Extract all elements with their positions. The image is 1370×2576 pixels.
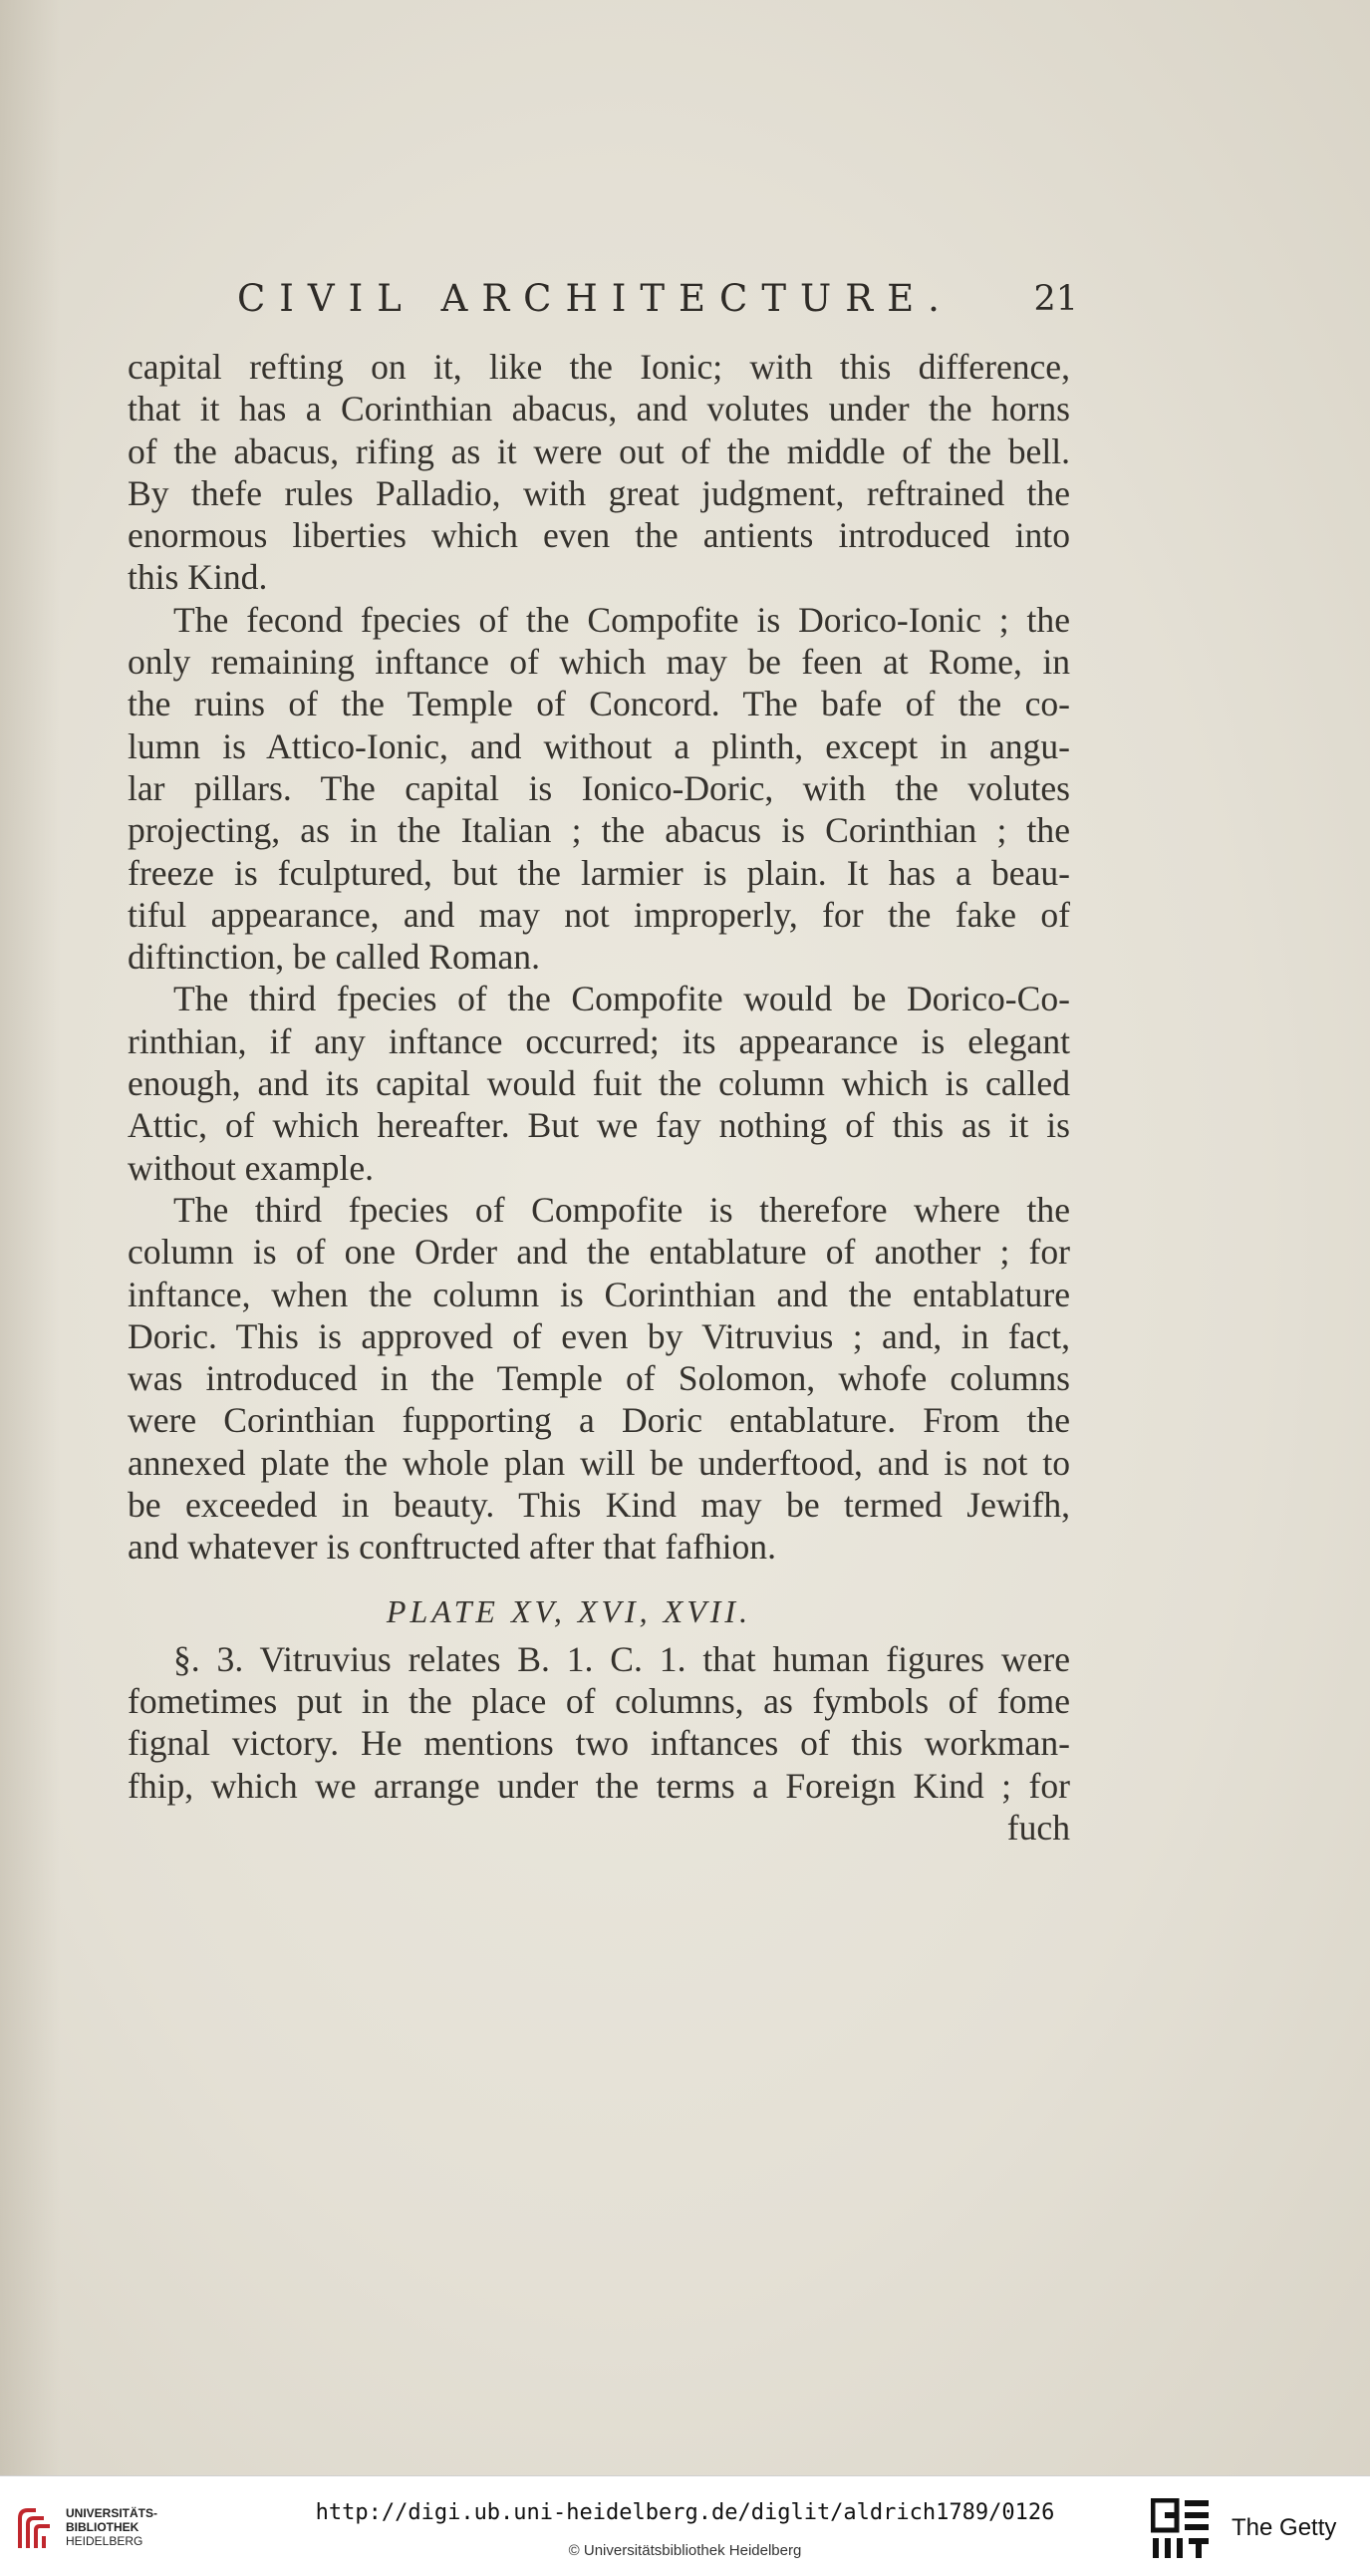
text-line: this Kind. bbox=[128, 557, 268, 598]
text-line: The third fpecies of Compofite is therefore where the bbox=[173, 1189, 1070, 1230]
text-line: rinthian, if any inftance occurred; its appearance is elegant bbox=[128, 1020, 1070, 1061]
text-line: lar pillars. The capital is Ionico-Doric, with the volutes bbox=[128, 767, 1070, 808]
section-paragraph bbox=[128, 1638, 1070, 1807]
text-line: and whatever is conftructed after that fafhion. bbox=[128, 1527, 776, 1568]
body-text bbox=[128, 346, 1070, 1849]
text-line: Doric. This is approved of even by Vitruvius ; and, in fact, bbox=[128, 1315, 1070, 1356]
copyright-notice: © Universitätsbibliothek Heidelberg bbox=[568, 2542, 802, 2559]
paragraph-3 bbox=[128, 978, 1070, 1188]
paragraph-2 bbox=[128, 599, 1070, 979]
text-line: §. 3. Vitruvius relates B. 1. C. 1. that human figures were bbox=[173, 1638, 1070, 1679]
text-line: the ruins of the Temple of Concord. The bafe of the co- bbox=[128, 684, 1070, 724]
paragraph-4 bbox=[128, 1189, 1070, 1569]
text-line: projecting, as in the Italian ; the abacus is Corinthian ; the bbox=[128, 810, 1070, 851]
text-line: fometimes put in the place of columns, as fymbols of fome bbox=[128, 1680, 1070, 1721]
text-line: fignal victory. He mentions two inftances of this workman- bbox=[128, 1723, 1070, 1764]
text-line: inftance, when the column is Corinthian and the entablature bbox=[128, 1274, 1070, 1314]
catchword: fuch bbox=[1006, 1807, 1070, 1848]
text-line: The third fpecies of the Compofite would be Dorico-Co- bbox=[173, 979, 1070, 1019]
library-name-line: BIBLIOTHEK bbox=[66, 2520, 139, 2534]
text-line: be exceeded in beauty. This Kind may be termed Jewifh, bbox=[128, 1485, 1070, 1526]
text-line: freeze is fculptured, but the larmier is plain. It has a beau- bbox=[128, 852, 1070, 893]
text-line: only remaining inftance of which may be feen at Rome, in bbox=[128, 642, 1070, 683]
text-line: The fecond fpecies of the Compofite is Dorico-Ionic ; the bbox=[173, 599, 1070, 640]
text-line: without example. bbox=[128, 1147, 375, 1188]
text-line: of the abacus, rifing as it were out of the middle of the bell. bbox=[128, 430, 1070, 471]
text-line: were Corinthian fupporting a Doric entablature. From the bbox=[128, 1400, 1070, 1441]
running-title: CIVIL ARCHITECTURE. bbox=[237, 277, 954, 320]
spine-shadow bbox=[0, 0, 60, 2475]
text-line: column is of one Order and the entablature of another ; for bbox=[128, 1232, 1070, 1273]
text-line: capital refting on it, like the Ionic; with this difference, bbox=[128, 347, 1070, 387]
library-name-line: HEIDELBERG bbox=[66, 2534, 143, 2548]
text-line: enormous liberties which even the antients introduced into bbox=[128, 515, 1070, 556]
text-line: lumn is Attico-Ionic, and without a plinth, except in angu- bbox=[128, 725, 1070, 766]
paragraph-1 bbox=[128, 346, 1070, 599]
text-line: By thefe rules Palladio, with great judgment, reftrained the bbox=[128, 472, 1070, 513]
page-number: 21 bbox=[1033, 279, 1078, 319]
text-line: diftinction, be called Roman. bbox=[128, 937, 540, 978]
library-name-line: UNIVERSITÄTS- bbox=[66, 2506, 158, 2520]
running-header bbox=[237, 277, 1078, 337]
text-line: tiful appearance, and may not improperly, for the fake of bbox=[128, 894, 1070, 935]
partner-name: The Getty bbox=[1232, 2514, 1337, 2541]
text-line: fhip, which we arrange under the terms a Foreign Kind ; for bbox=[128, 1765, 1070, 1806]
plate-heading: PLATE XV, XVI, XVII. bbox=[386, 1592, 752, 1629]
text-line: enough, and its capital would fuit the column which is called bbox=[128, 1063, 1070, 1104]
getty-logo-icon bbox=[1151, 2498, 1211, 2560]
permalink-url[interactable]: http://digi.ub.uni-heidelberg.de/diglit/aldrich1789/0126 bbox=[315, 2500, 1055, 2525]
text-line: Attic, of which hereafter. But we fay nothing of this as it is bbox=[128, 1105, 1070, 1146]
viewer-footer bbox=[0, 2475, 1370, 2576]
text-line: that it has a Corinthian abacus, and volutes under the horns bbox=[128, 389, 1070, 429]
text-line: was introduced in the Temple of Solomon, whofe columns bbox=[128, 1358, 1070, 1399]
text-line: annexed plate the whole plan will be underftood, and is not to bbox=[128, 1442, 1070, 1483]
